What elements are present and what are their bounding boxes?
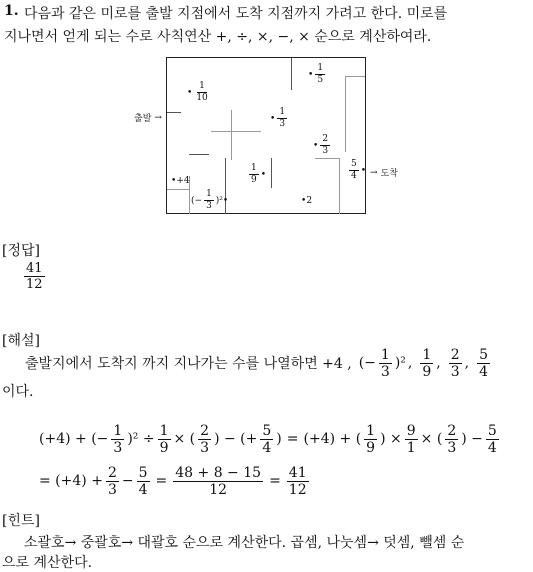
problem-line-2: 지나면서 얻게 되는 수로 사칙연산 +, ÷, ×, −, × 순으로 계산하여라. (4, 29, 432, 45)
hint-line-1: 소괄호→ 중괄호→ 대괄호 순으로 계산한다. 곱셈, 나눗셈→ 덧셈, 뺄셈 순 (24, 535, 465, 551)
equation-line-1: (+4) + (− $\frac{1}{3}$ )² ÷ $\frac{1}{9}$ × ( $\frac{2}{3}$ ) − (+ $\frac{5}{4}$ ) = (+4) + ( $\frac{1}{9}$ ) × $\frac{9}{1}$ × ( $\frac{2}{3}$ ) − $\frac{5}{4}$ (39, 422, 497, 456)
maze-item-1-9: $\frac{1}{9}$ • (251, 163, 267, 185)
maze-item-1-3: • $\frac{1}{3}$ (270, 107, 286, 129)
maze-item-1-5: • $\frac{1}{5}$ (308, 63, 324, 85)
explanation-tail: 이다. (2, 384, 34, 400)
problem-line-1: 다음과 같은 미로를 출발 지점에서 도착 지점까지 가려고 한다. 미로를 (24, 6, 448, 22)
maze-wall (315, 158, 339, 159)
maze-wall (291, 58, 292, 90)
maze-diagram (166, 57, 366, 214)
maze-wall (231, 110, 232, 160)
maze-item-2: • 2 (301, 196, 313, 206)
maze-wall (271, 158, 272, 188)
hint-heading: [힌트] (2, 513, 40, 529)
maze-item-2-3: • $\frac{2}{3}$ (313, 134, 329, 156)
answer-value: $\frac{41}{12}$ (26, 261, 43, 292)
maze-wall (339, 158, 340, 214)
start-arrow-icon: → (154, 112, 162, 123)
maze-wall (345, 76, 346, 152)
maze-entry-gap (167, 112, 181, 113)
maze-item-neg-third-squared: (− $\frac{1}{3}$ )² • (191, 189, 229, 211)
maze-wall (211, 131, 261, 132)
maze-wall (189, 154, 209, 155)
maze-item-plus-4: • +4 (171, 176, 190, 186)
maze-wall (167, 189, 189, 190)
explanation-heading: [해설] (2, 333, 40, 349)
maze-start-label (134, 111, 162, 124)
maze-wall (345, 76, 365, 77)
equation-line-2: = (+4) + $\frac{2}{3}$ − $\frac{5}{4}$ = $\frac{48 + 8 - 15}{12}$ = $\frac{41}{12}$ (39, 464, 307, 498)
problem-number: 1. (4, 3, 19, 19)
hint-line-2: 으로 계산한다. (2, 555, 93, 571)
maze-item-1-10: • $\frac{1}{10}$ (187, 81, 208, 103)
maze-end-label (370, 166, 398, 179)
end-text: 도착 (380, 169, 398, 179)
explanation-line-1: 출발지에서 도착지 까지 지나가는 수를 나열하면 +4 , (− $\frac{1}{3}$ )² , $\frac{1}{9}$ , $\frac{2}{3}$ , $\frac{5}{4}$ (25, 346, 489, 380)
maze-item-5-4: $\frac{5}{4}$ • (351, 159, 367, 181)
answer-heading: [정답] (2, 243, 40, 259)
start-text: 출발 (134, 114, 152, 124)
end-arrow-icon: → (370, 167, 378, 178)
